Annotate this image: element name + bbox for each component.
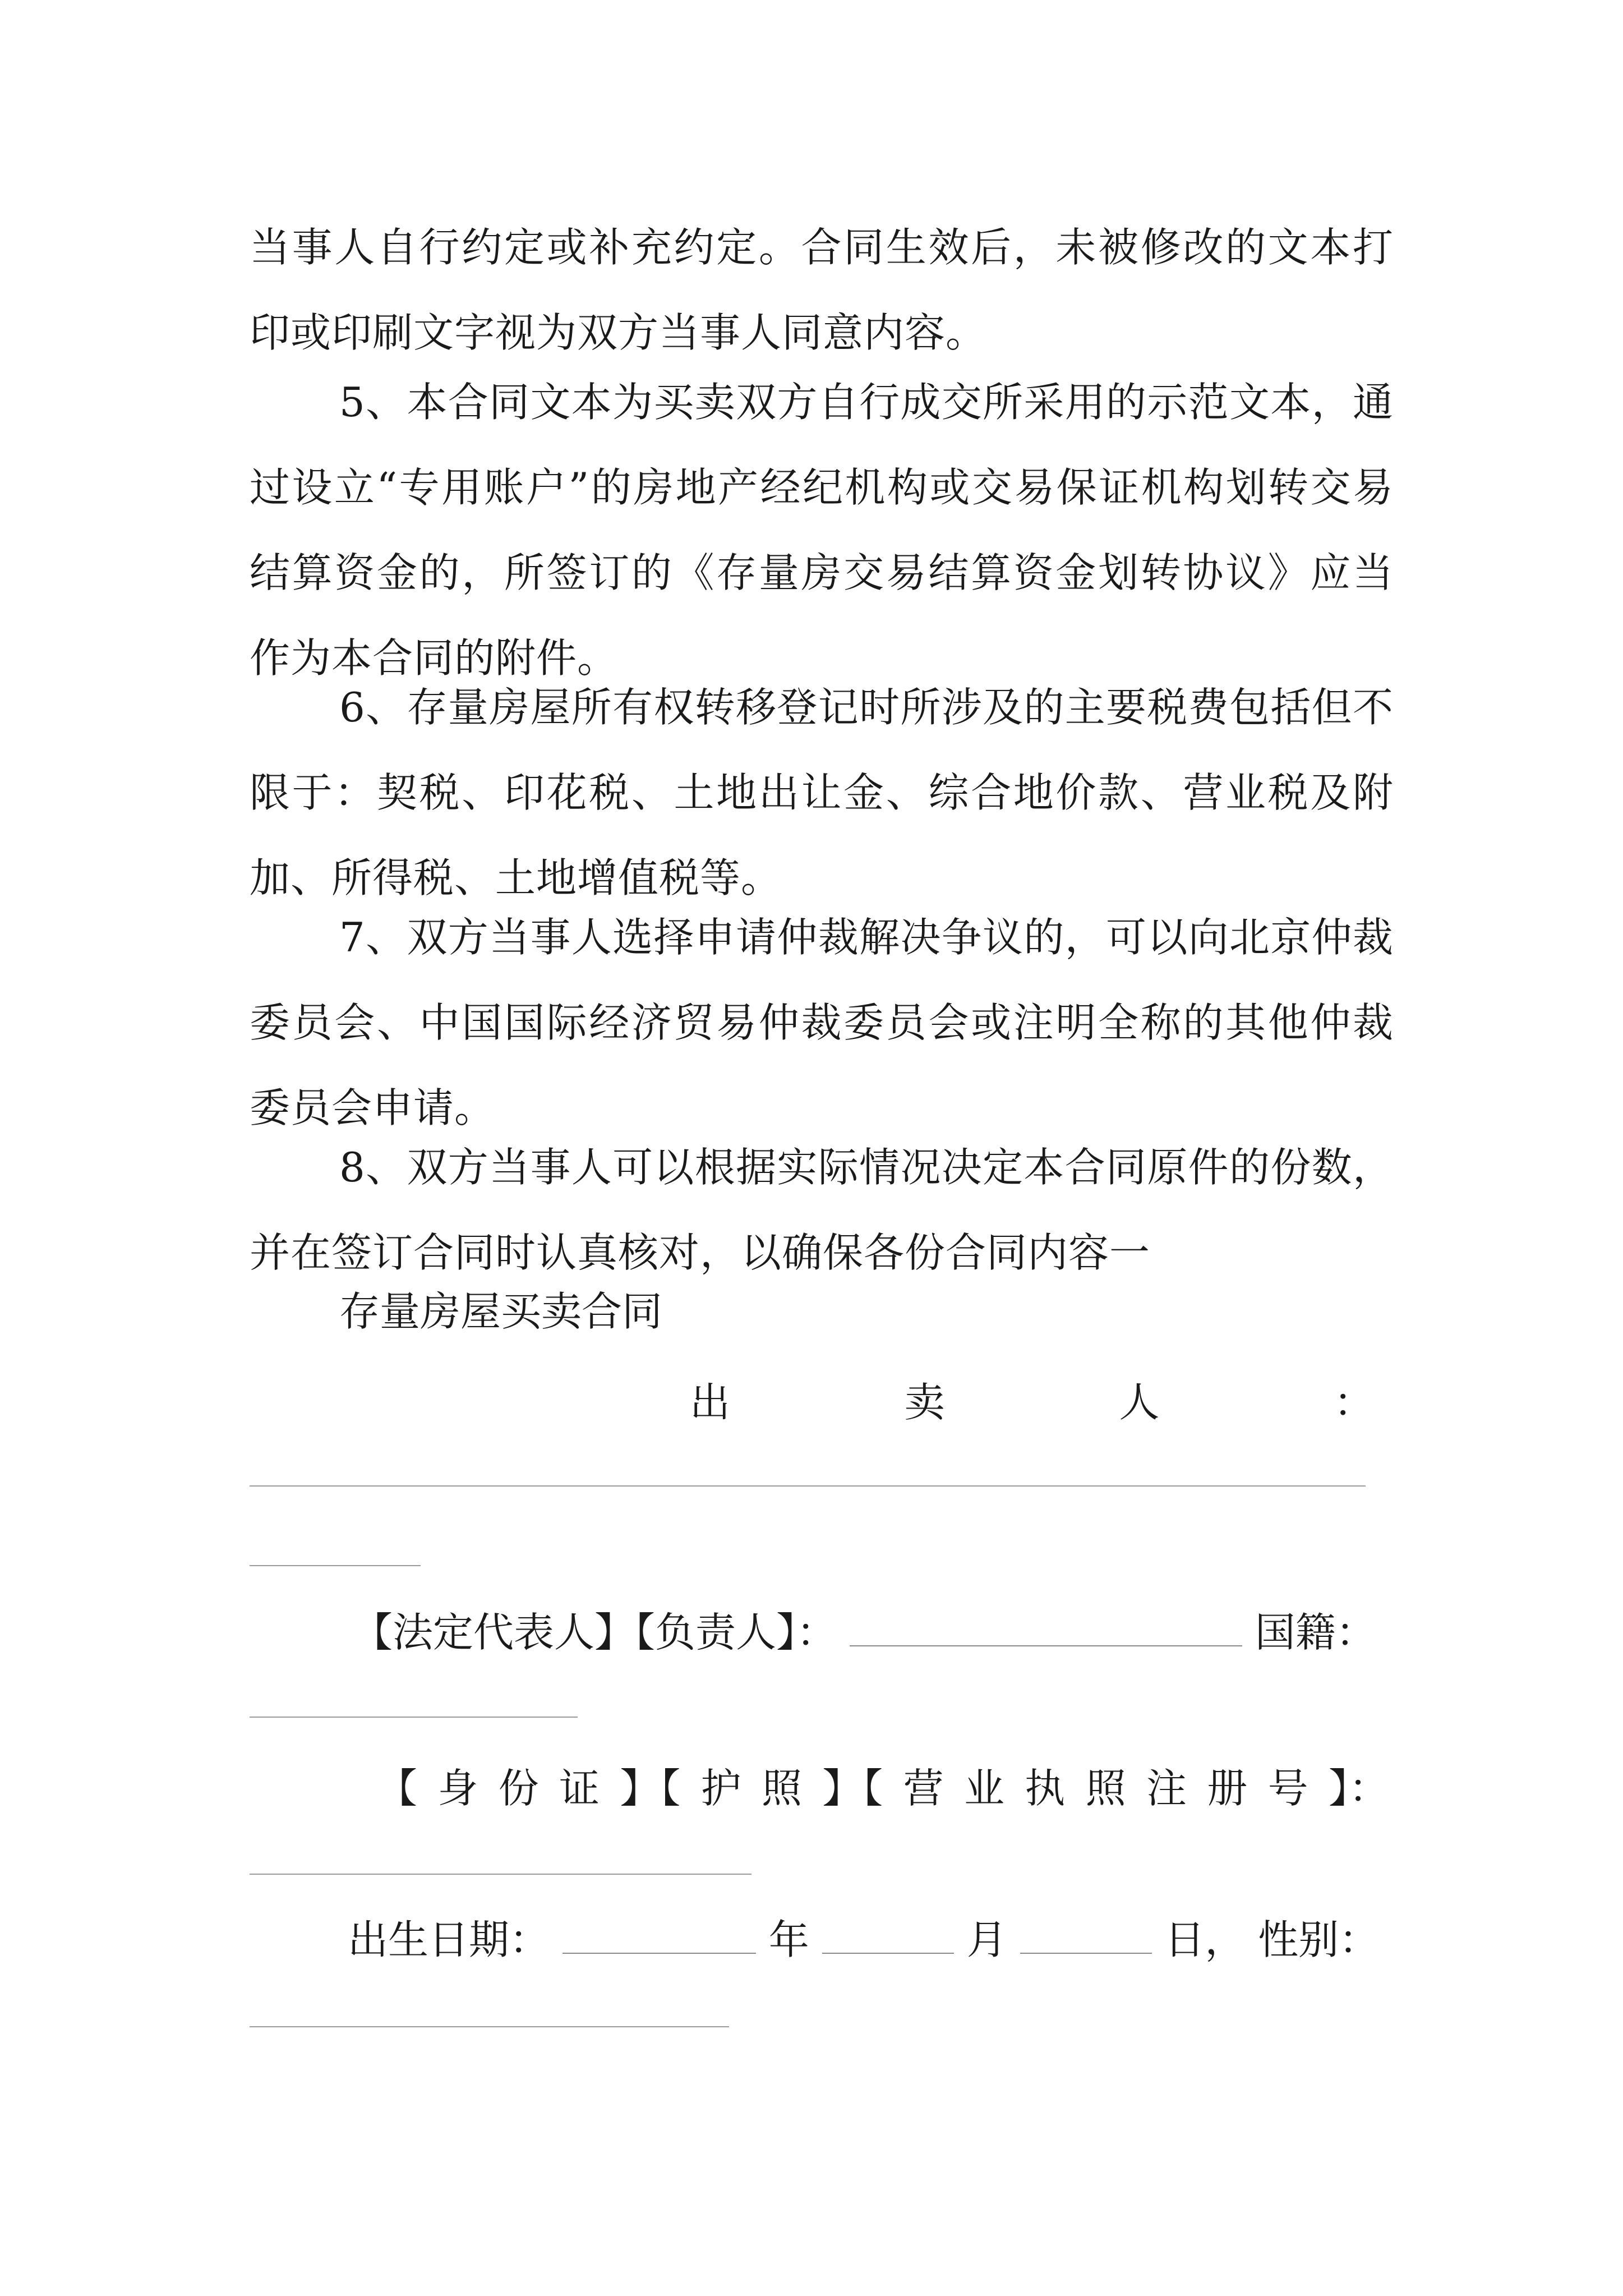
seller-char: ：: [1333, 1379, 1374, 1426]
id-label-char: 照: [1085, 1765, 1126, 1812]
seller-label: [690, 1374, 1374, 1430]
paragraph-continuation: 当事人自行约定或补充约定。合同生效后，未被修改的文本打印或印刷文字视为双方当事人同意内容。: [250, 224, 1394, 356]
nationality-blank-line[interactable]: [250, 1717, 578, 1718]
id-label-char: 】【: [822, 1765, 883, 1812]
id-label-char: 身: [437, 1765, 478, 1812]
id-label-char: 】：: [1328, 1765, 1389, 1812]
seller-char: 出: [690, 1379, 731, 1426]
nationality-label: 国籍：: [1255, 1609, 1376, 1656]
paragraph-8: 8、双方当事人可以根据实际情况决定本合同原件的份数，并在签订合同时认真核对，以确保各份合同内容一: [250, 1144, 1394, 1276]
id-label-char: 注: [1146, 1765, 1187, 1812]
id-document-label: [377, 1760, 1389, 1816]
paragraph-7: 7、双方当事人选择申请仲裁解决争议的，可以向北京仲裁委员会、中国国际经济贸易仲裁委员会或注明全称的其他仲裁委员会申请。: [250, 914, 1394, 1131]
id-label-char: 照: [761, 1765, 802, 1812]
id-number-blank-line[interactable]: [250, 1874, 751, 1875]
seller-char: 人: [1119, 1379, 1160, 1426]
id-label-char: 号: [1267, 1765, 1308, 1812]
gender-blank-line[interactable]: [250, 2026, 729, 2027]
month-label: 月: [966, 1916, 1007, 1963]
id-label-char: 护: [700, 1765, 741, 1812]
birth-day-blank[interactable]: [1020, 1919, 1152, 1954]
paragraph-5: 5、本合同文本为买卖双方自行成交所采用的示范文本，通过设立“专用账户”的房地产经纪机构或交易保证机构划转交易结算资金的，所签订的《存量房交易结算资金划转协议》应当作为本合同的附件。: [250, 379, 1394, 682]
contract-title: 存量房屋买卖合同: [339, 1288, 663, 1335]
gender-label: 性别：: [1258, 1916, 1380, 1963]
birth-date-line: [348, 1912, 1379, 1968]
id-label-char: 执: [1025, 1765, 1066, 1812]
seller-char: 卖: [904, 1379, 945, 1426]
id-label-char: 份: [498, 1765, 539, 1812]
id-label-char: 册: [1207, 1765, 1248, 1812]
id-label-char: 营: [903, 1765, 944, 1812]
id-label-char: 业: [963, 1765, 1004, 1812]
seller-name-blank-line[interactable]: [250, 1485, 1366, 1487]
id-label-char: 证: [559, 1765, 600, 1812]
representative-blank[interactable]: [850, 1612, 1242, 1646]
paragraph-6: 6、存量房屋所有权转移登记时所涉及的主要税费包括但不限于：契税、印花税、土地出让金、综合地价款、营业税及附加、所得税、土地增值税等。: [250, 684, 1394, 901]
id-label-char: 【: [377, 1765, 418, 1812]
day-label: 日，: [1164, 1916, 1246, 1963]
birth-month-blank[interactable]: [822, 1919, 954, 1954]
birth-date-label: 出生日期：: [348, 1916, 550, 1963]
birth-year-blank[interactable]: [562, 1919, 756, 1954]
year-label: 年: [768, 1916, 809, 1963]
id-label-char: 】【: [620, 1765, 681, 1812]
representative-label: 【法定代表人】【负责人】：: [352, 1609, 837, 1656]
representative-line: [352, 1604, 1376, 1660]
seller-name-blank-line-2[interactable]: [250, 1565, 421, 1566]
